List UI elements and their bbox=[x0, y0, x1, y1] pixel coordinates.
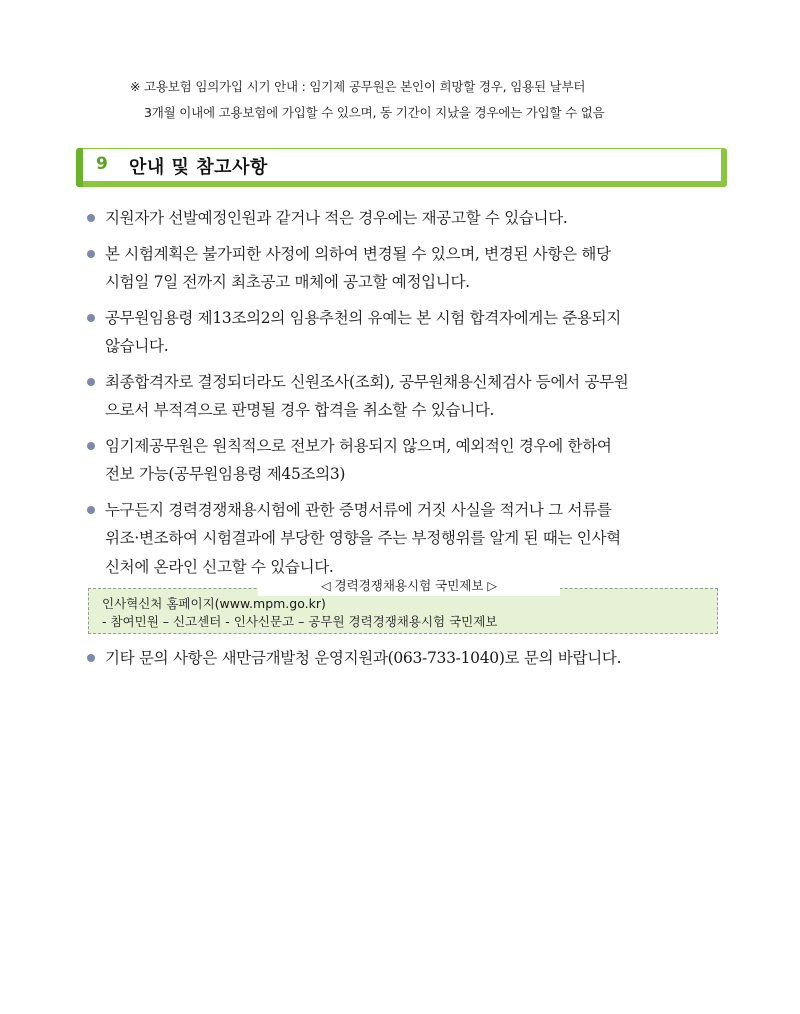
list-item bbox=[84, 432, 732, 489]
bullet-icon bbox=[87, 250, 95, 258]
report-info-caption: ◁ 경력경쟁채용시험 국민제보 ▷ bbox=[258, 576, 560, 596]
list-item-line: 임기제공무원은 원칙적으로 전보가 허용되지 않으며, 예외적인 경우에 한하여 bbox=[105, 436, 612, 455]
list-item-line: 시험일 7일 전까지 최초공고 매체에 공고할 예정입니다. bbox=[105, 273, 470, 291]
list-item-line: 지원자가 선발예정인원과 같거나 적은 경우에는 재공고할 수 있습니다. bbox=[105, 209, 568, 227]
list-item-line: 전보 가능(공무원임용령 제45조의3) bbox=[105, 465, 346, 483]
insurance-notice bbox=[118, 74, 738, 126]
list-item-line: 최종합격자로 결정되더라도 신원조사(조회), 공무원채용신체검사 등에서 공무원 bbox=[105, 372, 629, 391]
list-item bbox=[84, 304, 732, 361]
list-item bbox=[84, 644, 732, 673]
report-info-homepage: 인사혁신처 홈페이지(www.mpm.go.kr) bbox=[102, 596, 326, 611]
bullet-icon bbox=[87, 654, 95, 662]
list-item-line: 누구든지 경력경쟁채용시험에 관한 증명서류에 거짓 사실을 적거나 그 서류를 bbox=[105, 500, 612, 519]
list-item bbox=[84, 496, 732, 582]
bullet-icon bbox=[87, 214, 95, 222]
section-number: 9 bbox=[96, 154, 108, 174]
report-info-box bbox=[88, 576, 718, 631]
bullet-icon bbox=[87, 314, 95, 322]
section-header-left-border bbox=[76, 148, 83, 187]
section-header-bottom-border bbox=[76, 181, 727, 187]
list-item-line: 공무원임용령 제13조의2의 임용추천의 유예는 본 시험 합격자에게는 준용되지 bbox=[105, 308, 621, 327]
bullet-icon bbox=[87, 506, 95, 514]
list-item-line: 않습니다. bbox=[105, 337, 169, 355]
bullet-icon bbox=[87, 442, 95, 450]
insurance-notice-line-1: ※ 고용보험 임의가입 시기 안내 : 임기제 공무원은 본인이 희망할 경우, 임용된 날부터 bbox=[130, 79, 586, 94]
guidance-list bbox=[84, 204, 732, 588]
insurance-notice-line-2: 3개월 이내에 고용보험에 가입할 수 있으며, 동 기간이 지났을 경우에는 가입할 수 없음 bbox=[144, 105, 605, 120]
list-item-line: 으로서 부적격으로 판명될 경우 합격을 취소할 수 있습니다. bbox=[105, 401, 495, 419]
section-header bbox=[76, 148, 726, 186]
contact-list bbox=[84, 644, 732, 680]
contact-line: 기타 문의 사항은 새만금개발청 운영지원과(063-733-1040)로 문의 바랍니다. bbox=[105, 649, 622, 667]
report-info-path: - 참여민원 – 신고센터 - 인사신문고 – 공무원 경력경쟁채용시험 국민제보 bbox=[102, 614, 498, 629]
section-title: 안내 및 참고사항 bbox=[129, 157, 268, 178]
list-item bbox=[84, 240, 732, 297]
bullet-icon bbox=[87, 378, 95, 386]
list-item-line: 신처에 온라인 신고할 수 있습니다. bbox=[105, 557, 334, 576]
list-item bbox=[84, 204, 732, 233]
list-item-line: 본 시험계획은 불가피한 사정에 의하여 변경될 수 있으며, 변경된 사항은 해당 bbox=[105, 244, 611, 263]
list-item bbox=[84, 368, 732, 425]
list-item-line: 위조·변조하여 시험결과에 부당한 영향을 주는 부정행위를 알게 된 때는 인사혁 bbox=[105, 529, 621, 547]
